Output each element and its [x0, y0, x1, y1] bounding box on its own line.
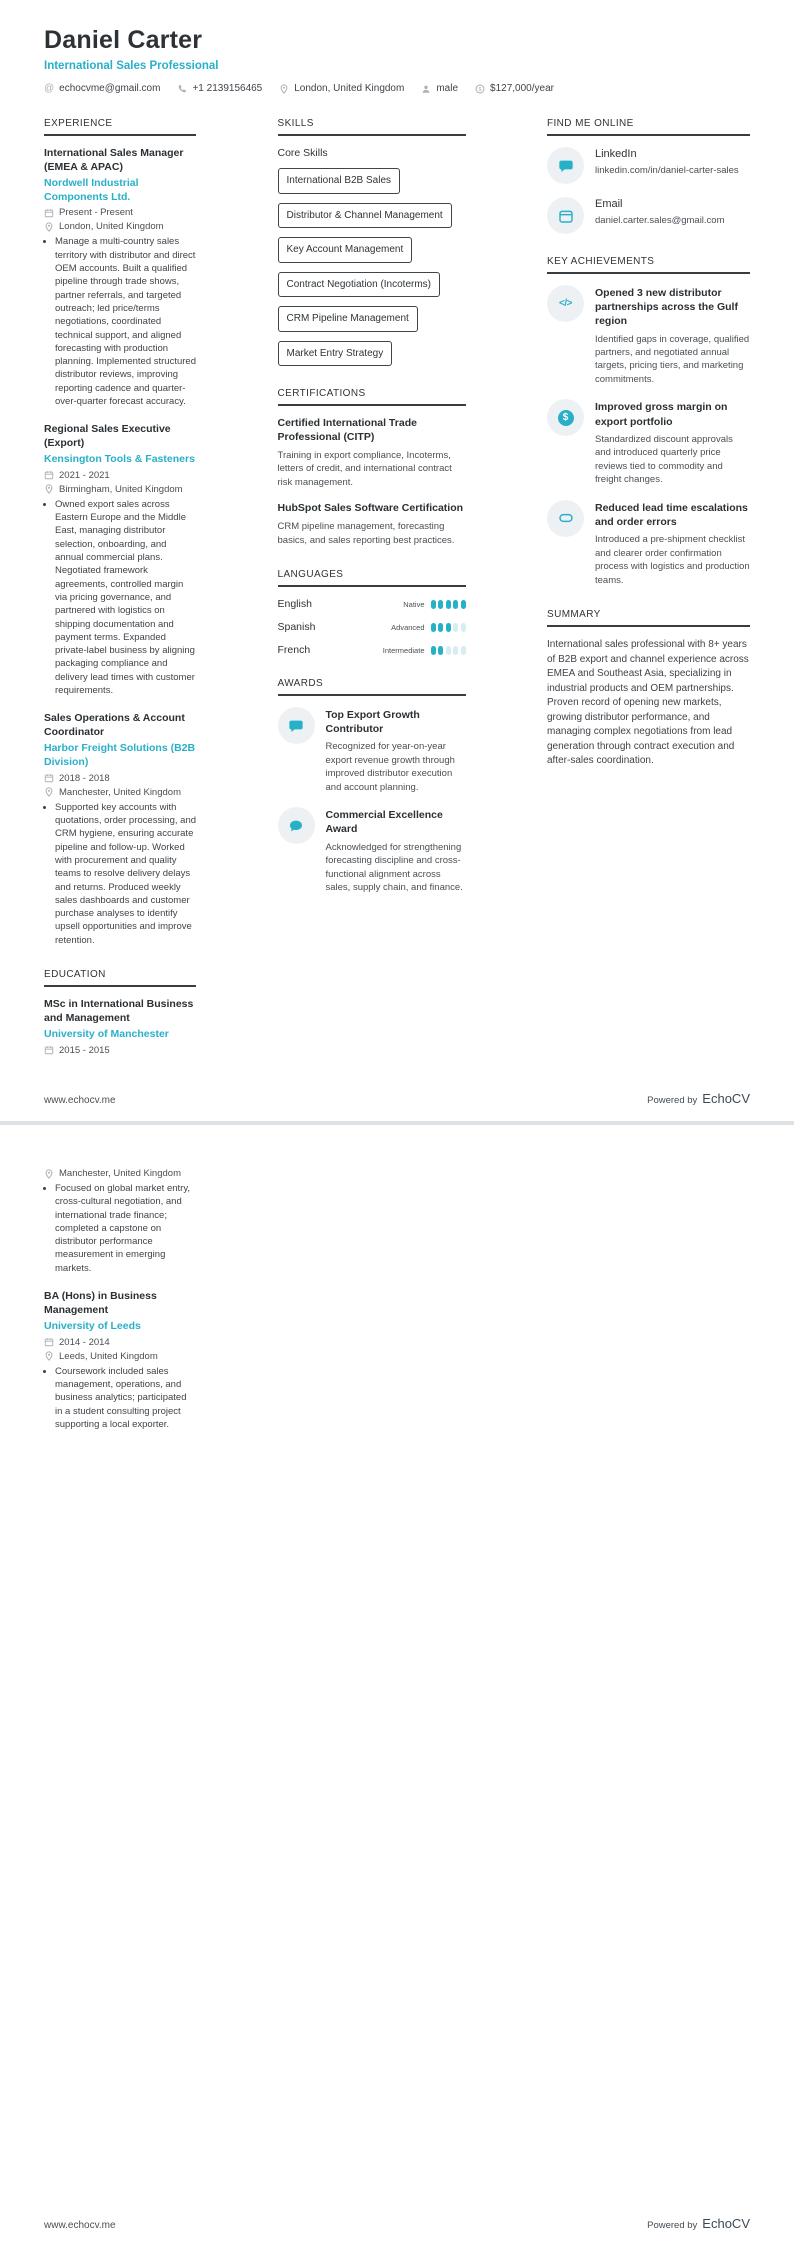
contact-salary — [475, 83, 554, 94]
job-dates — [44, 207, 196, 218]
job-bullet: • Supported key accounts with quotations, order processing, and CRM hygiene, ensuring accurate pipeline and follow-up. Worked with procurement and quality teams to resolve delivery delays and returns. Produced weekly sales dashboards and customer purchase analyses to identify upsell opportunities and improve retention. — [55, 801, 196, 947]
job-dates — [44, 470, 196, 481]
calendar-icon — [44, 470, 54, 480]
language-level-dots — [431, 623, 466, 632]
certification-name: Certified International Trade Professional (CITP) — [277, 417, 417, 443]
job-title: International Sales Manager (EMEA & APAC) — [44, 147, 184, 173]
contact-gender-text: male — [436, 83, 459, 94]
location-pin-icon — [44, 787, 54, 797]
education-dates — [44, 1045, 196, 1056]
section-rule — [44, 985, 196, 987]
education-bullets — [44, 1182, 196, 1275]
chat-bubble-icon — [278, 807, 315, 844]
key-achievements-heading: KEY ACHIEVEMENTS — [547, 256, 655, 267]
location-pin-icon — [44, 484, 54, 494]
education-heading: EDUCATION — [44, 969, 106, 981]
education-location-text: Leeds, United Kingdom — [59, 1350, 158, 1362]
speech-bubble-icon — [547, 147, 584, 184]
job-location — [44, 484, 196, 495]
job-company: Nordwell Industrial Components Ltd. — [44, 176, 139, 203]
languages-heading: LANGUAGES — [277, 569, 344, 580]
phone-icon — [177, 84, 187, 94]
education-dates-text: 2015 - 2015 — [59, 1044, 110, 1056]
location-pin-icon — [44, 1169, 54, 1179]
certification-desc: Training in export compliance, Incoterms, letters of credit, and international contract risk management. — [277, 449, 452, 488]
education-bullets — [44, 1365, 196, 1431]
education-section — [44, 969, 196, 1056]
footer-site-link[interactable]: www.echocv.me — [44, 2220, 116, 2231]
language-level-label: Native — [403, 599, 425, 609]
contact-row — [44, 83, 750, 94]
calendar-icon — [44, 208, 54, 218]
award-item — [278, 807, 466, 894]
skills-section — [278, 118, 466, 366]
education-bullet: • Coursework included sales management, operations, and business analytics; participated in a student consulting project supporting a local exporter. — [55, 1365, 196, 1431]
experience-item — [44, 147, 196, 408]
experience-item — [44, 712, 196, 947]
echocv-brand[interactable]: EchoCV — [702, 2216, 750, 2231]
certification-name: HubSpot Sales Software Certification — [277, 502, 464, 515]
job-bullet: • Owned export sales across Eastern Europe and the Middle East, managing distributor selection, onboarding, and annual commercial plans. Negotiated framework agreements, controlled margin via pricing governance, and partnered with logistics on shipping documentation and payment terms. Expanded private-label business by aligning packaging compliance and delivery lead times with customer requirements. — [55, 498, 196, 697]
achievement-title: Reduced lead time escalations and order errors — [595, 501, 748, 528]
online-profile-email — [547, 197, 750, 234]
profile-url[interactable]: linkedin.com/in/daniel-carter-sales — [595, 165, 739, 176]
job-dates-text: 2018 - 2018 — [59, 772, 110, 784]
contact-phone-text: +1 2139156465 — [192, 83, 263, 94]
education-location — [44, 1351, 196, 1362]
section-rule — [547, 625, 750, 627]
dollar-icon: $ — [547, 399, 584, 436]
achievement-desc: Identified gaps in coverage, qualified partners, and negotiated annual targets, pricing tiers, and marketing commitments. — [595, 333, 750, 385]
calendar-icon — [547, 197, 584, 234]
summary-heading: SUMMARY — [547, 609, 601, 621]
skill-tag: International B2B Sales — [278, 168, 401, 194]
skill-tag: Distributor & Channel Management — [278, 203, 452, 229]
person-title: International Sales Professional — [44, 60, 219, 72]
experience-section — [44, 118, 196, 947]
award-title: Top Export Growth Contributor — [325, 709, 420, 736]
certifications-section — [278, 388, 466, 547]
certification-desc: CRM pipeline management, forecasting basics, and sales reporting best practices. — [277, 521, 455, 546]
left-column — [44, 1168, 196, 1431]
section-rule — [547, 272, 750, 274]
achievement-item — [547, 285, 750, 386]
education-dates — [44, 1337, 196, 1348]
location-pin-icon — [279, 84, 289, 94]
award-item — [278, 707, 466, 794]
contact-email-text: echocvme@gmail.com — [59, 83, 161, 94]
achievement-item — [547, 500, 750, 587]
skill-tag: Key Account Management — [278, 237, 413, 263]
contact-salary-text: $127,000/year — [490, 83, 554, 94]
certification-item — [278, 417, 466, 489]
languages-section — [278, 569, 466, 656]
job-dates — [44, 773, 196, 784]
contact-location-text: London, United Kingdom — [294, 83, 405, 94]
education-item — [44, 1290, 196, 1431]
awards-heading: AWARDS — [277, 678, 324, 689]
section-rule — [278, 134, 466, 136]
education-bullet: • Focused on global market entry, cross-cultural negotiation, and international trade finance; completed a capstone on distributor performance measurement in emerging markets. — [55, 1182, 196, 1275]
profile-label: Email — [595, 198, 623, 210]
contact-gender — [421, 83, 458, 94]
location-pin-icon — [44, 1351, 54, 1361]
at-icon: @ — [44, 82, 55, 94]
education-location-text: Manchester, United Kingdom — [59, 1168, 181, 1179]
skills-group-label: Core Skills — [277, 147, 328, 159]
section-rule — [547, 134, 750, 136]
language-level-label: Intermediate — [382, 645, 425, 655]
skill-tag: Market Entry Strategy — [278, 341, 393, 367]
job-title: Sales Operations & Account Coordinator — [44, 712, 185, 739]
language-level-label: Advanced — [391, 622, 425, 632]
job-dates-text: 2021 - 2021 — [59, 469, 110, 481]
awards-section — [278, 678, 466, 895]
language-name: English — [277, 598, 312, 610]
job-bullet: • Manage a multi-country sales territory with distributor and direct OEM accounts. Built a qualified pipeline through trade shows, partner referrals, and targeted outreach; led price/terms negotiations, coordinated technical support, and aligned forecasting with production planning. Implemented structured distributor reviews, improving reporting cadence and quarter-over-quarter forecast accuracy. — [55, 235, 196, 408]
achievement-desc: Standardized discount approvals and introduced quarterly price reviews tied to commodity and freight changes. — [595, 433, 733, 486]
achievement-desc: Introduced a pre-shipment checklist and clearer order confirmation process with logistics and production teams. — [595, 534, 750, 586]
certification-item — [278, 502, 466, 547]
education-location — [44, 1168, 196, 1179]
powered-by-text: Powered by — [647, 2220, 698, 2231]
footer-powered-by — [647, 1091, 750, 1106]
experience-item — [44, 423, 196, 697]
card-outline-icon — [547, 500, 584, 537]
language-level-dots — [431, 646, 466, 655]
contact-location — [279, 83, 404, 94]
echocv-brand[interactable]: EchoCV — [702, 1091, 750, 1106]
person-icon — [421, 84, 431, 94]
footer-powered-by — [647, 2216, 750, 2231]
page-footer — [44, 2216, 750, 2231]
summary-section — [547, 609, 750, 769]
achievement-item — [547, 399, 750, 486]
online-profile-linkedin — [547, 147, 750, 184]
job-dates-text: Present - Present — [59, 207, 133, 219]
certifications-heading: CERTIFICATIONS — [277, 388, 366, 399]
job-bullets — [44, 801, 196, 947]
find-me-online-heading: FIND ME ONLINE — [547, 118, 634, 129]
person-name: Daniel Carter — [44, 26, 203, 54]
section-rule — [278, 585, 466, 587]
location-pin-icon — [44, 222, 54, 232]
language-row — [278, 598, 466, 610]
education-dates-text: 2014 - 2014 — [59, 1336, 110, 1348]
experience-heading: EXPERIENCE — [44, 118, 113, 129]
language-row — [278, 644, 466, 656]
language-name: Spanish — [277, 621, 316, 633]
achievement-title: Opened 3 new distributor partnerships across the Gulf region — [595, 287, 738, 328]
language-name: French — [277, 644, 311, 656]
job-bullets — [44, 235, 196, 408]
education-item — [44, 998, 196, 1056]
key-achievements-section — [547, 256, 750, 587]
award-desc: Acknowledged for strengthening forecasting discipline and cross-functional alignment across sales, supply chain, and finance. — [325, 841, 463, 894]
page-footer — [44, 1091, 750, 1106]
skill-tag: CRM Pipeline Management — [278, 306, 418, 332]
salary-icon — [475, 84, 485, 94]
contact-phone — [177, 83, 262, 94]
section-rule — [278, 694, 466, 696]
job-location — [44, 787, 196, 798]
job-location — [44, 221, 196, 232]
section-rule — [278, 404, 466, 406]
contact-email — [44, 83, 160, 94]
powered-by-text: Powered by — [647, 1095, 698, 1106]
code-icon: </> — [547, 285, 584, 322]
middle-column — [278, 118, 466, 1078]
section-rule — [44, 134, 196, 136]
job-bullets — [44, 498, 196, 697]
skill-tag: Contract Negotiation (Incoterms) — [278, 272, 441, 298]
speech-bubble-icon — [278, 707, 315, 744]
svg-text:$: $ — [478, 86, 482, 93]
profile-email[interactable]: daniel.carter.sales@gmail.com — [595, 215, 725, 226]
award-title: Commercial Excellence Award — [325, 809, 443, 836]
degree-title: MSc in International Business and Management — [44, 998, 194, 1024]
profile-label: LinkedIn — [595, 148, 637, 160]
skills-heading: SKILLS — [277, 118, 314, 129]
summary-text: International sales professional with 8+ years of B2B export and channel experience across EMEA and Southeast Asia, specializing in industrial products and OEM partnerships. Proven record of opening new markets, growing distributor performance, and managing complex negotiations from lead generation through contract execution and after-sales coordination. — [547, 639, 749, 767]
achievement-title: Improved gross margin on export portfolio — [595, 401, 728, 428]
job-title: Regional Sales Executive (Export) — [44, 423, 171, 450]
school-name: University of Leeds — [44, 1319, 141, 1332]
job-location-text: Manchester, United Kingdom — [59, 786, 181, 798]
language-row — [278, 621, 466, 633]
footer-site-link[interactable]: www.echocv.me — [44, 1095, 116, 1106]
job-company: Harbor Freight Solutions (B2B Division) — [44, 742, 196, 768]
language-level-dots — [431, 600, 466, 609]
resume-page-1 — [0, 0, 794, 1121]
job-location-text: Birmingham, United Kingdom — [59, 483, 183, 495]
education-item-continued — [44, 1168, 196, 1275]
resume-page-2 — [0, 1125, 794, 2246]
left-column — [44, 118, 196, 1078]
find-me-online-section — [547, 118, 750, 234]
calendar-icon — [44, 1045, 54, 1055]
degree-title: BA (Hons) in Business Management — [44, 1290, 157, 1316]
job-company: Kensington Tools & Fasteners — [44, 453, 195, 466]
calendar-icon — [44, 1337, 54, 1347]
calendar-icon — [44, 773, 54, 783]
award-desc: Recognized for year-on-year export revenue growth through improved distributor execution and account planning. — [325, 741, 455, 793]
job-location-text: London, United Kingdom — [59, 221, 164, 233]
school-name: University of Manchester — [44, 1027, 169, 1040]
right-column — [547, 118, 750, 1078]
